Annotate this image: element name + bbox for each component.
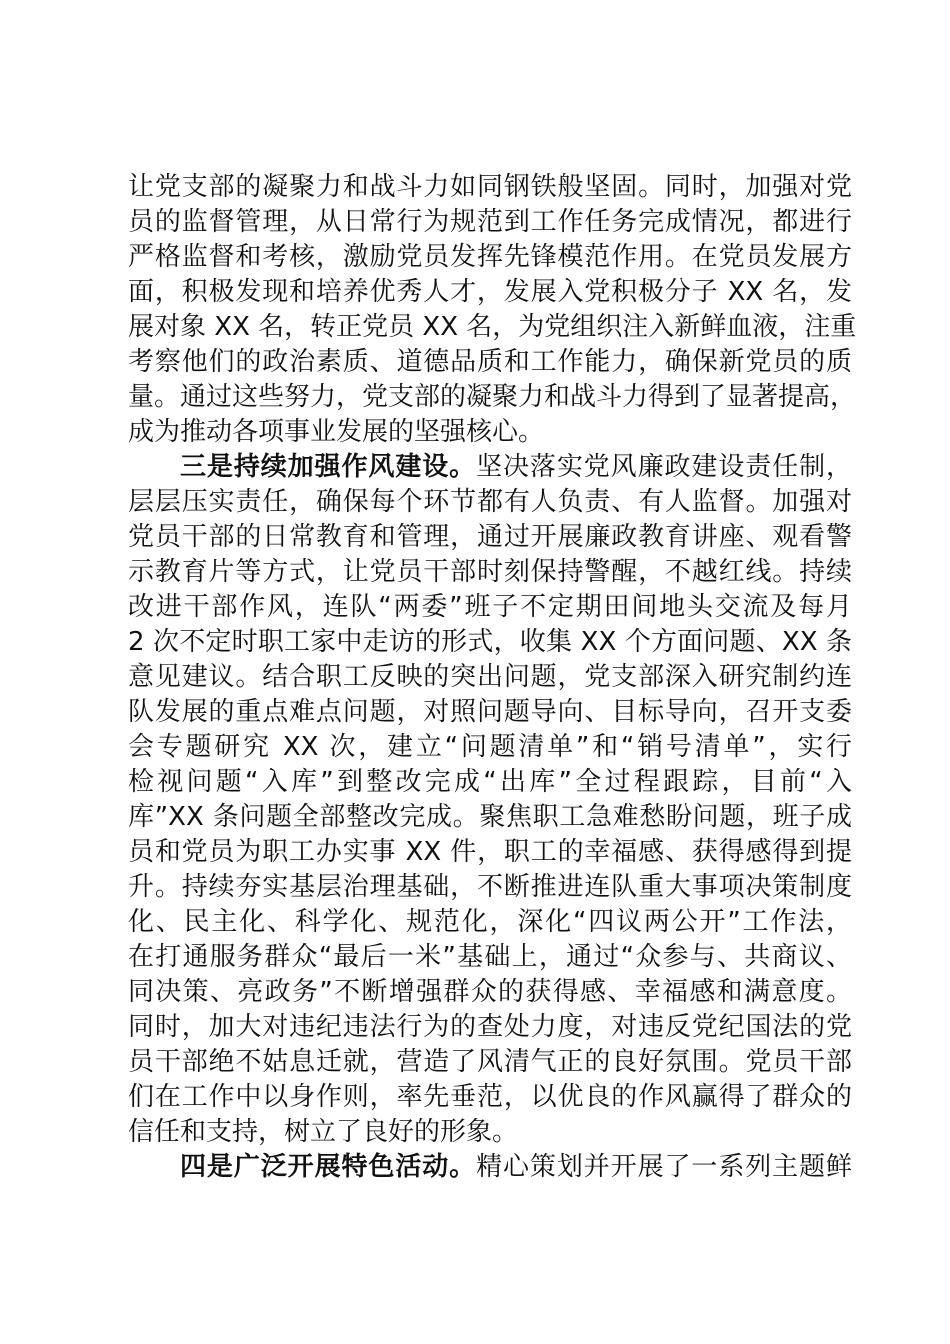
line-text: 检视问题“入库”到整改完成“出库”全过程跟踪，目前“入 — [128, 767, 852, 797]
line-text: 同时，加大对违纪违法行为的查处力度，对违反党纪国法的党 — [128, 1012, 852, 1042]
line-text: 示教育片等方式，让党员干部时刻保持警醒，不越红线。持续 — [128, 557, 852, 587]
line-text: 改进干部作风，连队“两委”班子不定期田间地头交流及每月 — [128, 592, 852, 622]
text-line — [128, 380, 857, 415]
line-text: 们在工作中以身作则，率先垂范，以优良的作风赢得了群众的 — [128, 1082, 852, 1112]
text-line — [128, 1010, 852, 1045]
text-line — [128, 240, 852, 275]
line-text: 在打通服务群众“最后一米”基础上，通过“众参与、共商议、 — [128, 942, 852, 972]
line-text: 党员干部的日常教育和管理，通过开展廉政教育讲座、观看警 — [128, 522, 852, 552]
line-text: 坚决落实党风廉政建设责任制， — [476, 452, 852, 482]
text-line — [128, 1045, 852, 1080]
line-text: 队发展的重点难点问题，对照问题导向、目标导向，召开支委 — [128, 697, 852, 727]
line-text: 化、民主化、科学化、规范化，深化“四议两公开”工作法， — [128, 907, 852, 937]
text-line — [128, 1080, 852, 1115]
paragraph-heading: 三是持续加强作风建设。 — [180, 452, 477, 482]
text-line — [128, 520, 852, 555]
line-text: 员的监督管理，从日常行为规范到工作任务完成情况，都进行 — [128, 207, 852, 237]
text-line — [128, 765, 852, 800]
text-line — [128, 800, 852, 835]
paragraph — [128, 170, 857, 450]
text-line — [128, 555, 852, 590]
line-text: 同决策、亮政务”不断增强群众的获得感、幸福感和满意度。 — [128, 977, 852, 1007]
document-body — [128, 170, 857, 1185]
line-text: 层层压实责任，确保每个环节都有人负责、有人监督。加强对 — [128, 487, 852, 517]
text-line — [128, 730, 852, 765]
text-line — [128, 275, 852, 310]
text-line — [128, 870, 852, 905]
paragraph-heading: 四是广泛开展特色活动。 — [180, 1152, 477, 1182]
line-text: 信任和支持，树立了良好的形象。 — [128, 1117, 519, 1147]
text-line — [128, 940, 852, 975]
text-line — [128, 625, 852, 660]
line-text: 成为推动各项事业发展的坚强核心。 — [128, 417, 545, 447]
line-text: 库”XX 条问题全部整改完成。聚焦职工急难愁盼问题，班子成 — [128, 802, 852, 832]
text-line — [128, 660, 852, 695]
line-text: 意见建议。结合职工反映的突出问题，党支部深入研究制约连 — [128, 662, 852, 692]
line-text: 员和党员为职工办实事 XX 件，职工的幸福感、获得感得到提 — [128, 837, 852, 867]
text-line — [128, 975, 852, 1010]
line-text: 精心策划并开展了一系列主题鲜 — [476, 1152, 852, 1182]
line-text: 考察他们的政治素质、道德品质和工作能力，确保新党员的质 — [128, 347, 852, 377]
text-line — [128, 485, 852, 520]
line-text: 会专题研究 XX 次，建立“问题清单”和“销号清单”，实行 — [128, 732, 852, 762]
text-line — [128, 1150, 852, 1185]
line-text: 员干部绝不姑息迁就，营造了风清气正的良好氛围。党员干部 — [128, 1047, 852, 1077]
text-line — [128, 695, 852, 730]
text-line — [128, 170, 852, 205]
line-text: 严格监督和考核，激励党员发挥先锋模范作用。在党员发展方 — [128, 242, 852, 272]
line-text: 让党支部的凝聚力和战斗力如同钢铁般坚固。同时，加强对党 — [128, 172, 852, 202]
text-line — [128, 345, 852, 380]
line-text: 量。通过这些努力，党支部的凝聚力和战斗力得到了显著提高， — [128, 382, 857, 412]
line-text: 升。持续夯实基层治理基础，不断推进连队重大事项决策制度 — [128, 872, 852, 902]
line-text: 面，积极发现和培养优秀人才，发展入党积极分子 XX 名，发 — [128, 277, 852, 307]
text-line — [128, 310, 857, 345]
text-line — [128, 590, 852, 625]
text-line — [128, 450, 852, 485]
line-text: 展对象 XX 名，转正党员 XX 名，为党组织注入新鲜血液，注重 — [128, 312, 857, 342]
text-line — [128, 905, 852, 940]
text-line — [128, 205, 852, 240]
text-line — [128, 835, 852, 870]
text-line — [128, 1115, 852, 1150]
paragraph — [128, 1150, 852, 1185]
paragraph — [128, 450, 852, 1150]
line-text: 2 次不定时职工家中走访的形式，收集 XX 个方面问题、XX 条 — [128, 627, 852, 657]
text-line — [128, 415, 852, 450]
